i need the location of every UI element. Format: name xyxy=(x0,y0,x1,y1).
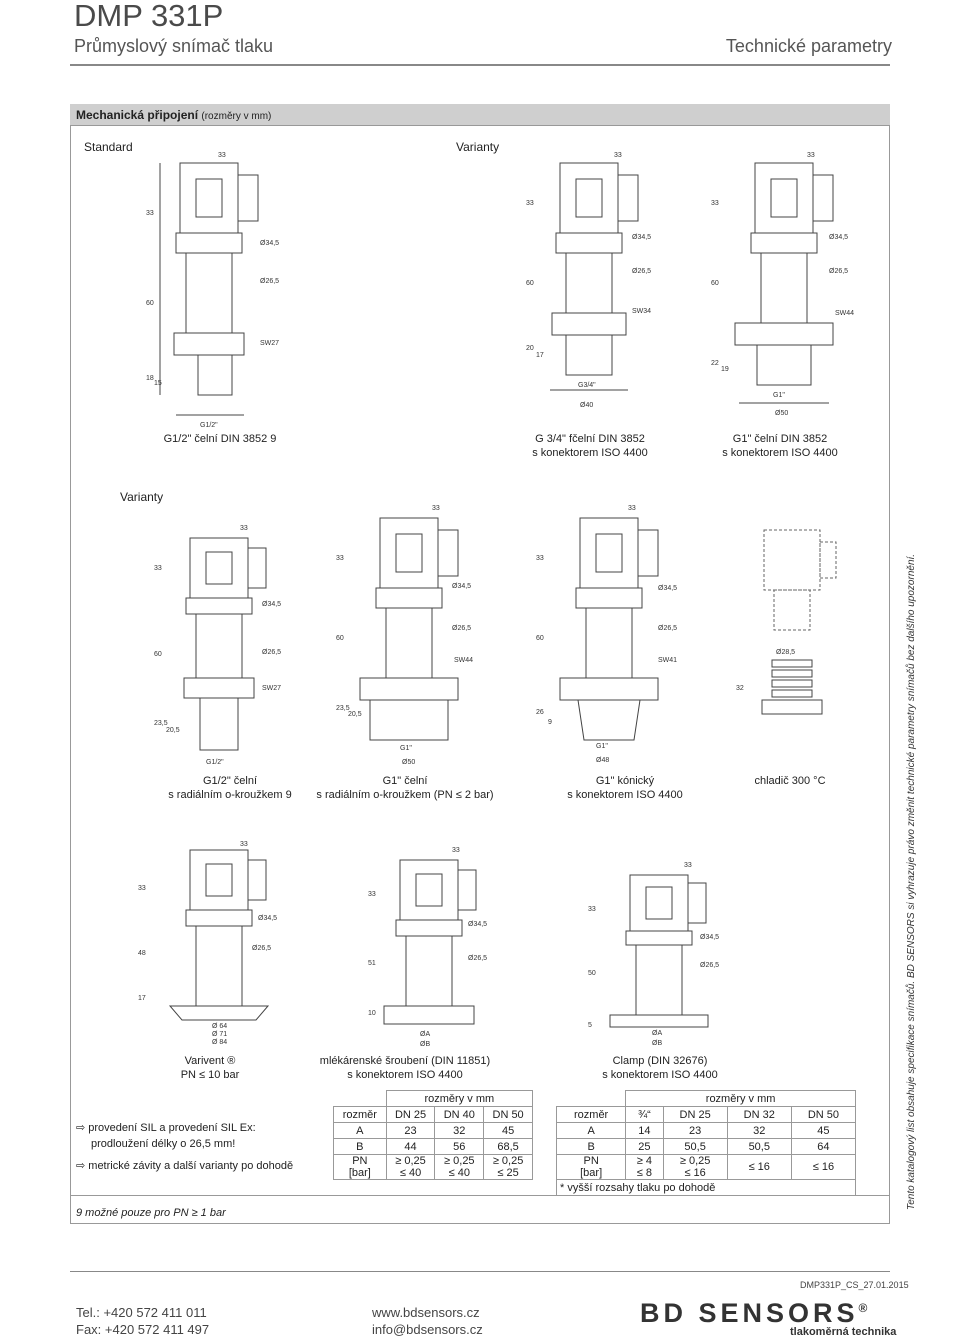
svg-text:Ø50: Ø50 xyxy=(775,410,789,417)
svg-text:33: 33 xyxy=(146,210,154,217)
svg-text:Ø26,5: Ø26,5 xyxy=(468,955,488,962)
note-metric-threads: ⇨ metrické závity a další varianty po dohodě xyxy=(76,1160,294,1172)
drawing-g1-conical xyxy=(530,500,700,770)
dairy-dimensions-table: rozměry v mm rozměr DN 25 DN 40 DN 50 A 23 32 45 B 44 56 68,5 PN [bar] ≥ 0,25 ≤ 40 ≥ 0,25 ≤ 40 ≥ 0,25 ≤ 25 xyxy=(333,1090,533,1180)
svg-text:Ø26,5: Ø26,5 xyxy=(260,278,280,285)
brand-tagline: tlakoměrná technika xyxy=(790,1326,897,1338)
svg-text:Ø50: Ø50 xyxy=(402,759,416,766)
svg-text:Ø26,5: Ø26,5 xyxy=(452,625,472,632)
standard-label: Standard xyxy=(84,140,133,154)
svg-text:SW41: SW41 xyxy=(658,657,678,664)
footnote-divider xyxy=(70,1195,890,1196)
svg-text:Ø34,5: Ø34,5 xyxy=(468,921,488,928)
svg-text:Ø26,5: Ø26,5 xyxy=(262,649,282,656)
svg-text:ØB: ØB xyxy=(652,1040,663,1047)
disclaimer-vertical: Tento katalogový list obsahuje specifikace snímačů. BD SENSORS si vyhrazuje právo změnit technické parametry snímačů bez dalšího upozornění. xyxy=(906,553,917,1210)
svg-text:Ø34,5: Ø34,5 xyxy=(258,915,278,922)
phone: Tel.: +420 572 411 011 xyxy=(76,1305,207,1320)
caption-g1-conical: G1" kónický s konektorem ISO 4400 xyxy=(567,775,683,801)
svg-text:33: 33 xyxy=(368,891,376,898)
drawing-g12-radial xyxy=(150,520,300,770)
variants-label: Varianty xyxy=(456,140,500,154)
svg-text:60: 60 xyxy=(146,300,154,307)
svg-text:ØB: ØB xyxy=(420,1041,431,1048)
svg-text:17: 17 xyxy=(138,995,146,1002)
brand-logo: BD SENSORS® xyxy=(640,1298,872,1328)
svg-text:ØA: ØA xyxy=(420,1031,431,1038)
svg-text:23,5: 23,5 xyxy=(336,705,350,712)
svg-text:SW27: SW27 xyxy=(262,685,282,692)
svg-text:9: 9 xyxy=(548,719,552,726)
clamp-dimensions-table: rozměry v mm rozměr ¾“ DN 25 DN 32 DN 50 A 14 23 32 45 B 25 50,5 50,5 64 PN [bar] ≥ 4 ≤ 8 ≥ 0,25 ≤ 16 ≤ 16 ≤ 16 * vyšší rozsahy tlaku po dohodě xyxy=(556,1090,856,1196)
footer-contact xyxy=(76,1304,209,1338)
svg-text:Ø 84: Ø 84 xyxy=(212,1039,228,1046)
connector-housing xyxy=(180,163,238,233)
fax: Fax: +420 572 411 497 xyxy=(76,1322,210,1337)
svg-text:33: 33 xyxy=(628,505,636,512)
svg-text:G1/2": G1/2" xyxy=(206,759,224,766)
svg-text:33: 33 xyxy=(614,152,622,159)
svg-text:20: 20 xyxy=(526,345,534,352)
drawing-g34 xyxy=(520,145,670,415)
svg-text:32: 32 xyxy=(736,685,744,692)
svg-text:20,5: 20,5 xyxy=(166,727,180,734)
svg-text:33: 33 xyxy=(138,885,146,892)
header-divider xyxy=(70,64,890,66)
website-link[interactable]: www.bdsensors.cz xyxy=(372,1305,480,1320)
svg-text:33: 33 xyxy=(536,555,544,562)
footnote: 9 možné pouze pro PN ≥ 1 bar xyxy=(76,1207,226,1219)
header-section-label: Technické parametry xyxy=(725,36,892,56)
drawing-varivent xyxy=(130,830,300,1050)
arrow-right-icon: ⇨ xyxy=(76,1160,86,1172)
svg-text:23,5: 23,5 xyxy=(154,720,168,727)
svg-text:50: 50 xyxy=(588,970,596,977)
panel-title: Mechanická připojení (rozměry v mm) xyxy=(76,108,272,122)
svg-text:Ø48: Ø48 xyxy=(596,757,610,764)
svg-text:33: 33 xyxy=(240,841,248,848)
svg-text:48: 48 xyxy=(138,950,146,957)
svg-text:Ø34,5: Ø34,5 xyxy=(260,240,280,247)
svg-text:18: 18 xyxy=(146,375,154,382)
drawing-g12-standard xyxy=(140,145,300,430)
caption-g34: G 3/4" fčelní DIN 3852 s konektorem ISO 4400 xyxy=(532,433,648,459)
svg-text:33: 33 xyxy=(432,505,440,512)
svg-text:Ø 64: Ø 64 xyxy=(212,1023,228,1030)
drawing-g1-din3852 xyxy=(705,145,865,420)
svg-text:G1": G1" xyxy=(596,743,608,750)
svg-text:Ø34,5: Ø34,5 xyxy=(829,234,849,241)
svg-text:Ø40: Ø40 xyxy=(580,402,594,409)
caption-g1-din3852: G1" čelní DIN 3852 s konektorem ISO 4400 xyxy=(722,433,838,459)
svg-text:Ø26,5: Ø26,5 xyxy=(658,625,678,632)
svg-text:51: 51 xyxy=(368,960,376,967)
footer-web xyxy=(372,1304,483,1338)
drawing-cooler xyxy=(730,520,870,730)
svg-text:Ø34,5: Ø34,5 xyxy=(632,234,652,241)
svg-text:33: 33 xyxy=(807,152,815,159)
svg-text:Ø34,5: Ø34,5 xyxy=(262,601,282,608)
svg-text:G1": G1" xyxy=(773,392,785,399)
caption-g12-din3852: G1/2" čelní DIN 3852 9 xyxy=(163,433,277,445)
svg-text:33: 33 xyxy=(526,200,534,207)
svg-text:33: 33 xyxy=(684,862,692,869)
svg-text:G1/2": G1/2" xyxy=(200,422,218,429)
footer-divider xyxy=(70,1271,890,1272)
svg-text:Ø28,5: Ø28,5 xyxy=(776,649,796,656)
drawing-clamp xyxy=(580,855,730,1050)
svg-text:10: 10 xyxy=(368,1010,376,1017)
svg-text:33: 33 xyxy=(452,847,460,854)
svg-text:Ø34,5: Ø34,5 xyxy=(658,585,678,592)
svg-text:33: 33 xyxy=(711,200,719,207)
svg-text:22: 22 xyxy=(711,360,719,367)
svg-text:SW27: SW27 xyxy=(260,340,280,347)
svg-text:ØA: ØA xyxy=(652,1030,663,1037)
svg-text:60: 60 xyxy=(154,651,162,658)
svg-text:60: 60 xyxy=(526,280,534,287)
svg-text:Ø 71: Ø 71 xyxy=(212,1031,228,1038)
svg-text:Ø34,5: Ø34,5 xyxy=(452,583,472,590)
caption-cooler: chladič 300 °C xyxy=(754,775,826,787)
caption-g1-radial: G1" čelní s radiálním o-kroužkem (PN ≤ 2 bar) xyxy=(316,775,494,801)
page-subtitle: Průmyslový snímač tlaku xyxy=(74,36,274,56)
arrow-right-icon: ⇨ xyxy=(76,1122,86,1134)
svg-text:33: 33 xyxy=(240,525,248,532)
svg-text:SW34: SW34 xyxy=(632,308,652,315)
page-title: DMP 331P xyxy=(74,0,224,33)
svg-text:G3/4": G3/4" xyxy=(578,382,596,389)
caption-g12-radial: G1/2" čelní s radiálním o-kroužkem 9 xyxy=(168,775,292,801)
svg-text:5: 5 xyxy=(588,1022,592,1029)
svg-text:Ø34,5: Ø34,5 xyxy=(700,934,720,941)
svg-text:Ø26,5: Ø26,5 xyxy=(700,962,720,969)
svg-text:17: 17 xyxy=(536,352,544,359)
caption-dairy: mlékárenské šroubení (DIN 11851) s konektorem ISO 4400 xyxy=(319,1055,491,1081)
svg-text:SW44: SW44 xyxy=(454,657,474,664)
svg-text:60: 60 xyxy=(336,635,344,642)
svg-text:33: 33 xyxy=(588,906,596,913)
svg-text:Ø26,5: Ø26,5 xyxy=(829,268,849,275)
caption-clamp: Clamp (DIN 32676) s konektorem ISO 4400 xyxy=(602,1055,718,1081)
drawing-dairy xyxy=(360,840,510,1050)
email-link[interactable]: info@bdsensors.cz xyxy=(372,1322,483,1337)
variants-label-2: Varianty xyxy=(120,490,164,504)
svg-text:60: 60 xyxy=(536,635,544,642)
svg-text:33: 33 xyxy=(218,152,226,159)
drawing-g1-radial xyxy=(330,500,490,770)
svg-text:Ø26,5: Ø26,5 xyxy=(632,268,652,275)
svg-text:SW44: SW44 xyxy=(835,310,855,317)
doc-id: DMP331P_CS_27.01.2015 xyxy=(800,1280,909,1290)
svg-text:33: 33 xyxy=(336,555,344,562)
svg-text:19: 19 xyxy=(721,366,729,373)
svg-text:G1": G1" xyxy=(400,745,412,752)
svg-text:26: 26 xyxy=(536,709,544,716)
svg-text:33: 33 xyxy=(154,565,162,572)
note-sil: ⇨ provedení SIL a provedení SIL Ex: prodloužení délky o 26,5 mm! xyxy=(76,1122,256,1150)
svg-text:60: 60 xyxy=(711,280,719,287)
svg-text:20,5: 20,5 xyxy=(348,711,362,718)
svg-text:15: 15 xyxy=(154,380,162,387)
caption-varivent: Varivent ® PN ≤ 10 bar xyxy=(180,1055,240,1081)
svg-text:Ø26,5: Ø26,5 xyxy=(252,945,272,952)
